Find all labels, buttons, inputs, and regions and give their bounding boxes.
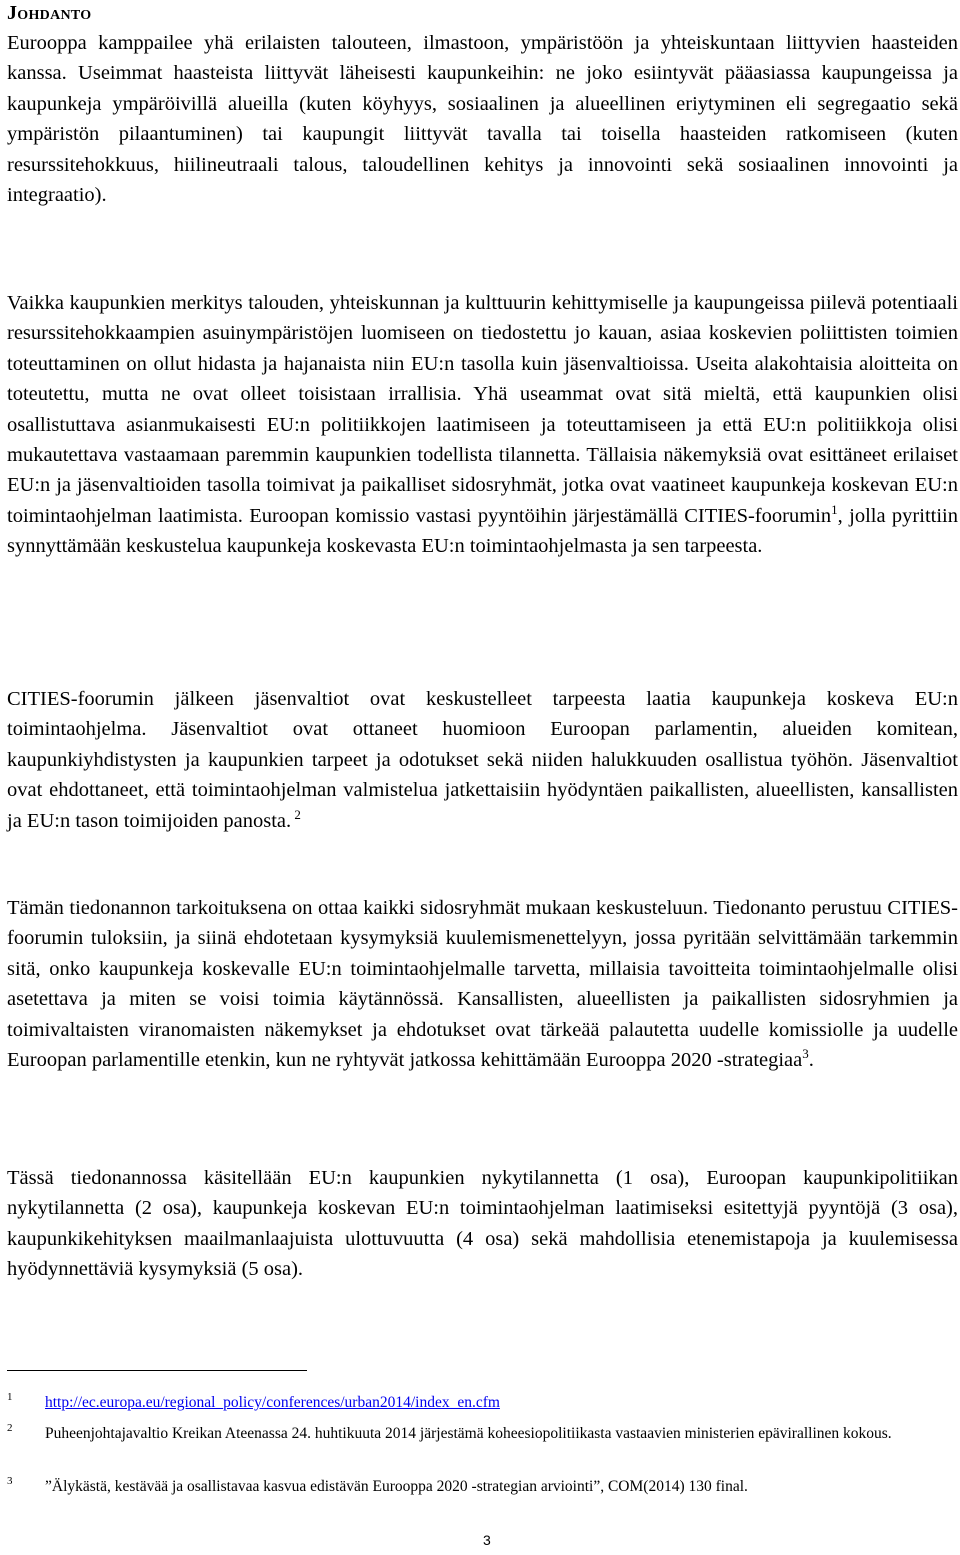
footnote-number: 3	[7, 1475, 13, 1487]
paragraph-4	[7, 893, 958, 1075]
paragraph-text: Eurooppa kamppailee yhä erilaisten talouteen, ilmastoon, ympäristöön ja yhteiskuntaan liittyvien haasteiden kanssa. Useimmat haasteista liittyvät läheisesti kaupunkeihin: ne joko esiintyvät pääasiassa kaupungeissa ja kaupunkeja ympäröivillä alueilla (kuten köyhyys, sosiaalinen ja alueellinen eriytyminen eli segregaatio sekä ympäristön pilaantuminen) tai kaupungit liittyvät tavalla tai toisella haasteiden ratkomiseen (kuten resurssitehokkuus, hiilineutraali talous, taloudellinen kehitys ja innovointi sekä sosiaalinen innovointi ja integraatio).	[7, 32, 958, 207]
section-heading: Johdanto	[7, 2, 92, 24]
paragraph-1	[7, 28, 958, 210]
paragraph-text: CITIES-foorumin jälkeen jäsenvaltiot ovat keskustelleet tarpeesta laatia kaupunkeja koskeva EU:n toimintaohjelma. Jäsenvaltiot ovat ottaneet huomioon Euroopan parlamentin, alueiden komitean, kaupunkiyhdistysten ja kaupunkien tarpeet ja odotukset sekä niiden halukkuuden osallistua työhön. Jäsenvaltiot ovat ehdottaneet, että toimintaohjelman valmistelua jatkettaisiin hyödyntäen paikallisten, alueellisten, kansallisten ja EU:n tason toimijoiden panosta.	[7, 688, 958, 832]
page-number: 3	[483, 1532, 491, 1548]
footnote-reference: 2	[291, 806, 301, 822]
paragraph-text: .	[808, 1049, 814, 1072]
paragraph-5	[7, 1163, 958, 1285]
paragraph-3	[7, 684, 958, 836]
paragraph-text: Tämän tiedonannon tarkoituksena on ottaa kaikki sidosryhmät mukaan keskusteluun. Tiedonanto perustuu CITIES-foorumin tuloksiin, ja siinä ehdotetaan kysymyksiä kuulemismenettelyyn, jossa pyritään selvittämään tarkemmin sitä, onko kaupunkeja koskevalle EU:n toimintaohjelmalle tarvetta, millaisia tavoitteita toimintaohjelmalle olisi asetettava ja miten se voisi toimia käytännössä. Kansallisten, alueellisten ja paikallisten sidosryhmien ja toimivaltaisten viranomaisten näkemykset ja ehdotukset ovat tärkeää palautetta uudelle komissiolle ja uudelle Euroopan parlamentille etenkin, kun ne ryhtyvät jatkossa kehittämään Eurooppa 2020 -strategiaa	[7, 897, 958, 1072]
paragraph-text: Vaikka kaupunkien merkitys talouden, yhteiskunnan ja kulttuurin kehittymiselle ja kaupungeissa piilevä potentiaali resurssitehokkaampien asuinympäristöjen luomiseen on tiedostettu jo kauan, asiaa koskevien poliittisten toimien toteuttaminen on ollut hidasta ja hajanaista niin EU:n tasolla kuin jäsenvaltioissa. Useita alakohtaisia aloitteita on toteutettu, mutta ne ovat olleet toisistaan irrallisia. Yhä useammat ovat sitä mieltä, että kaupunkien olisi osallistuttava asianmukaisesti EU:n politiikkojen laatimiseen ja toteuttamiseen ja että EU:n politiikkoja olisi mukautettava vastaamaan paremmin kaupunkien todellista tilannetta. Tällaisia näkemyksiä ovat esittäneet erilaiset EU:n ja jäsenvaltioiden tasolla toimivat ja paikalliset sidosryhmät, jotka ovat vaatineet kaupunkeja koskevan EU:n toimintaohjelman laatimista. Euroopan komissio vastasi pyyntöihin järjestämällä CITIES-foorumin	[7, 292, 958, 527]
footnote-text: ”Älykästä, kestävää ja osallistavaa kasvua edistävän Eurooppa 2020 -strategian arviointi”, COM(2014) 130 final.	[45, 1478, 748, 1495]
footnote-text: Puheenjohtajavaltio Kreikan Ateenassa 24. huhtikuuta 2014 järjestämä koheesiopolitiikasta vastaavien ministerien epävirallinen kokous.	[45, 1425, 892, 1442]
footnote-3	[7, 1476, 958, 1497]
footnote-separator	[7, 1370, 307, 1371]
paragraph-text: , jolla pyrittiin synnyttämään keskustelua kaupunkeja koskevasta EU:n toimintaohjelmasta ja sen tarpeesta.	[7, 504, 958, 558]
paragraph-2	[7, 288, 958, 562]
footnote-link[interactable]: http://ec.europa.eu/regional_policy/conferences/urban2014/index_en.cfm	[45, 1394, 500, 1411]
footnote-2	[7, 1423, 958, 1444]
footnote-reference: 3	[802, 1046, 809, 1062]
footnote-number: 1	[7, 1391, 13, 1403]
footnote-reference: 1	[831, 501, 838, 517]
paragraph-text: Tässä tiedonannossa käsitellään EU:n kaupunkien nykytilannetta (1 osa), Euroopan kaupunkipolitiikan nykytilannetta (2 osa), kaupunkeja koskevan EU:n toimintaohjelman laatimiseksi esitettyjä pyyntöjä (3 osa), kaupunkikehityksen maailmanlaajuista ulottuvuutta (4 osa) sekä mahdollisia etenemistapoja ja kuulemisessa hyödynnettäviä kysymyksiä (5 osa).	[7, 1167, 958, 1281]
footnote-1	[7, 1392, 958, 1413]
footnote-number: 2	[7, 1422, 13, 1434]
